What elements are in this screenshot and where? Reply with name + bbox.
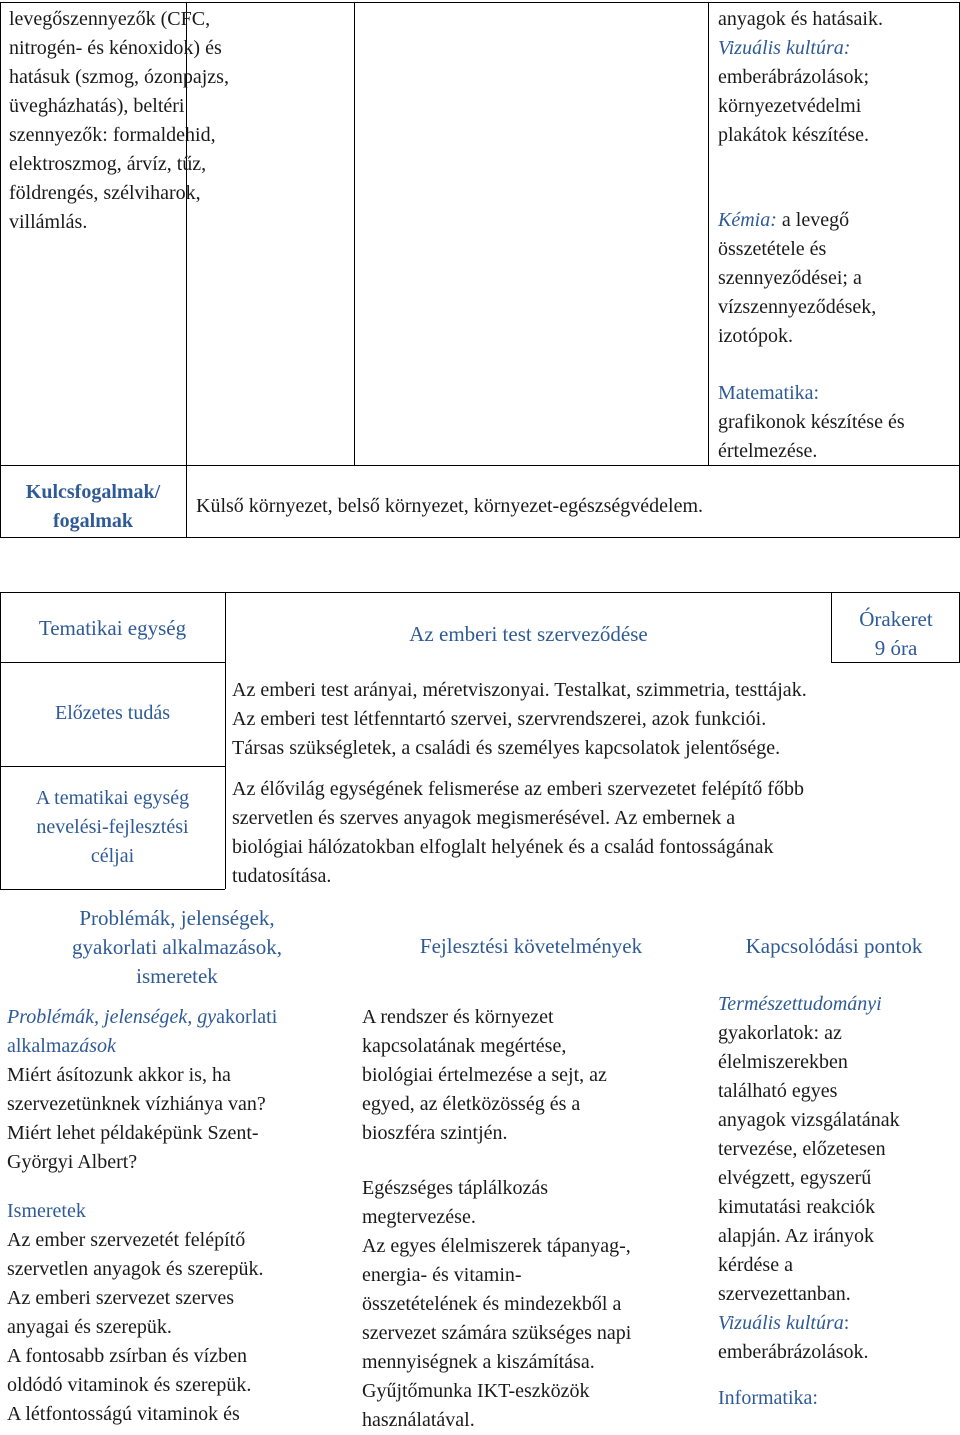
- col3-content: Természettudományi gyakorlatok: az élelmiszerekben található egyes anyagok vizsgálatának tervezése, előzetesen elvégzett, egyszerű kimutatási reakciók alapján. Az irányok kérdése a szervezettanban. Vizuális kultúra: emberábrázolások. Informatika:: [718, 990, 958, 1413]
- col2-content: A rendszer és környezet kapcsolatának megértése, biológiai értelmezése a sejt, az egyed, az életközösség és a bioszféra szintjén. Egészséges táplálkozás megtervezése. Az egyes élelmiszerek tápanyag-, energia- és vitamin- összetételének és mindezekből a szervezet számára szükséges napi mennyiségnek a kiszámítása. Gyűjtőmunka IKT-eszközök használatával.: [362, 1006, 632, 1431]
- kulcsfogalmak-label: Kulcsfogalmak/ fogalmak: [25, 481, 161, 532]
- vizualis-label: Vizuális kultúra:: [718, 37, 851, 59]
- kemia-label: Kémia:: [718, 209, 777, 231]
- prev-connections: anyagok és hatásaik. Vizuális kultúra: emberábrázolások; környezetvédelmi plakátok készítése.: [718, 8, 883, 146]
- col1-content: Problémák, jelenségek, gyakorlati alkalmazások Miért ásítozunk akkor is, ha szervezetünknek vízhiánya van? Miért lehet példaképünk Szent- Györgyi Albert? Ismeretek Az ember szervezetét felépítő szervetlen anyagok és szerepük. Az emberi szervezet szerves anyagai és szerepük. A fontosabb zsírban és vízben oldódó vitaminok és szerepük. A létfontosságú vitaminok és: [7, 1003, 352, 1429]
- ismeretek-label: Ismeretek: [7, 1200, 86, 1222]
- orakeret: [832, 605, 960, 663]
- celok-label: A tematikai egység nevelési-fejlesztési céljai: [35, 787, 190, 867]
- matek-block: Matematika: grafikonok készítése és értelmezése.: [718, 379, 958, 466]
- celok-text: Az élővilág egységének felismerése az emberi szervezetet felépítő főbb szervetlen és szerves anyagok megismerésével. Az embernek a biológiai hálózatokban elfoglalt helyének és a család fontosságának tudatosítása.: [232, 778, 804, 887]
- tematikai-label: Tematikai egység: [38, 616, 187, 640]
- matek-label: Matematika:: [718, 382, 820, 404]
- kulcsfogalmak-value: Külső környezet, belső környezet, környezet-egészségvédelem.: [196, 495, 704, 517]
- prev-topics-list: levegőszennyezők (CFC, nitrogén- és kénoxidok) és hatásuk (szmog, ózonpajzs, üvegházhatás), beltéri szennyezők: formaldehid, elektroszmog, árvíz, tűz, földrengés, szélviharok, villámlás.: [9, 8, 229, 233]
- unit-title: Az emberi test szerveződése: [409, 622, 648, 646]
- orakeret-label: Órakeret: [859, 607, 933, 631]
- term-label: Természettudományi: [718, 993, 882, 1015]
- elozetes-label: Előzetes tudás: [55, 702, 170, 724]
- col2-header: Fejlesztési követelmények: [419, 934, 643, 958]
- col3-header: Kapcsolódási pontok: [745, 934, 923, 958]
- info-label: Informatika:: [718, 1387, 818, 1409]
- orakeret-value: 9 óra: [874, 636, 918, 660]
- viz-label: Vizuális kultúra: [718, 1312, 844, 1334]
- col1-header: Problémák, jelenségek, gyakorlati alkalmazások, ismeretek: [72, 906, 282, 988]
- kemia-block: Kémia: a levegő összetétele és szennyeződései; a vízszennyeződések, izotópok.: [718, 209, 877, 347]
- elozetes-text: Az emberi test arányai, méretviszonyai. Testalkat, szimmetria, testtájak. Az emberi test létfenntartó szervei, szervrendszerei, azok funkciói. Társas szükségletek, a családi és személyes kapcsolatok jelentősége.: [232, 679, 807, 759]
